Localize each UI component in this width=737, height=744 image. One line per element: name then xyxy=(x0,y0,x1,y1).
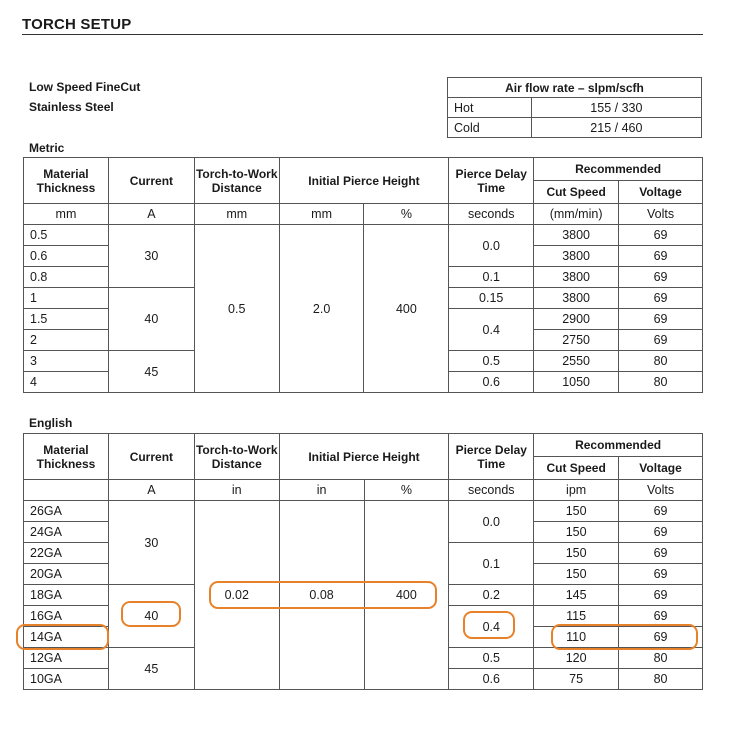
current-cell: 45 xyxy=(108,351,194,393)
thickness-header: Material Thickness xyxy=(24,434,109,480)
thickness-cell: 10GA xyxy=(24,669,109,690)
voltage-cell: 80 xyxy=(619,372,703,393)
voltage-cell: 69 xyxy=(619,585,703,606)
voltage-header: Voltage xyxy=(619,457,703,480)
airflow-header: Air flow rate – slpm/scfh xyxy=(448,78,702,98)
airflow-table xyxy=(447,77,702,138)
pierce-pct-cell: 400 xyxy=(364,225,449,393)
voltage-cell: 69 xyxy=(619,267,703,288)
current-cell: 30 xyxy=(108,501,194,585)
delay-cell: 0.2 xyxy=(449,585,534,606)
thickness-cell: 26GA xyxy=(24,501,109,522)
unit-cell: (mm/min) xyxy=(534,204,619,225)
delay-cell: 0.0 xyxy=(449,501,534,543)
thickness-cell: 2 xyxy=(24,330,109,351)
thickness-cell: 3 xyxy=(24,351,109,372)
material-label: Stainless Steel xyxy=(29,100,114,114)
voltage-cell: 69 xyxy=(619,225,703,246)
current-cell: 40 xyxy=(108,288,194,351)
pierce-height-header: Initial Pierce Height xyxy=(279,434,449,480)
delay-cell: 0.0 xyxy=(449,225,534,267)
distance-header: Torch-to-Work Distance xyxy=(194,434,279,480)
voltage-cell: 69 xyxy=(619,627,703,648)
airflow-hot-label: Hot xyxy=(448,98,532,118)
speed-cell: 120 xyxy=(534,648,619,669)
pierce-height-cell: 2.0 xyxy=(279,225,364,393)
speed-cell: 2550 xyxy=(534,351,619,372)
thickness-header: Material Thickness xyxy=(24,158,109,204)
pierce-height-cell: 0.08 xyxy=(279,501,364,690)
unit-cell: Volts xyxy=(619,480,703,501)
thickness-cell: 1 xyxy=(24,288,109,309)
voltage-cell: 69 xyxy=(619,522,703,543)
airflow-cold-value: 215 / 460 xyxy=(531,118,701,138)
recommended-header: Recommended xyxy=(534,434,703,457)
thickness-cell: 0.5 xyxy=(24,225,109,246)
unit-cell: seconds xyxy=(449,204,534,225)
unit-cell: A xyxy=(108,204,194,225)
thickness-cell: 0.6 xyxy=(24,246,109,267)
speed-cell: 2900 xyxy=(534,309,619,330)
delay-cell: 0.1 xyxy=(449,267,534,288)
speed-cell: 3800 xyxy=(534,267,619,288)
voltage-cell: 69 xyxy=(619,309,703,330)
voltage-cell: 69 xyxy=(619,501,703,522)
pierce-pct-cell: 400 xyxy=(364,501,449,690)
airflow-hot-value: 155 / 330 xyxy=(531,98,701,118)
voltage-header: Voltage xyxy=(619,181,703,204)
distance-cell: 0.5 xyxy=(194,225,279,393)
unit-cell: Volts xyxy=(619,204,703,225)
unit-cell: mm xyxy=(24,204,109,225)
voltage-cell: 69 xyxy=(619,330,703,351)
table-row xyxy=(24,225,703,246)
table-row xyxy=(448,118,702,138)
units-row xyxy=(24,480,703,501)
current-cell: 30 xyxy=(108,225,194,288)
delay-cell: 0.4 xyxy=(449,309,534,351)
current-header: Current xyxy=(108,434,194,480)
speed-cell: 145 xyxy=(534,585,619,606)
speed-cell: 75 xyxy=(534,669,619,690)
voltage-cell: 69 xyxy=(619,606,703,627)
voltage-cell: 80 xyxy=(619,648,703,669)
process-label: Low Speed FineCut xyxy=(29,80,141,94)
airflow-cold-label: Cold xyxy=(448,118,532,138)
voltage-cell: 69 xyxy=(619,543,703,564)
delay-cell: 0.4 xyxy=(449,606,534,648)
unit-cell: % xyxy=(364,204,449,225)
unit-cell: mm xyxy=(279,204,364,225)
title-divider xyxy=(22,34,703,35)
speed-cell: 115 xyxy=(534,606,619,627)
delay-cell: 0.6 xyxy=(449,372,534,393)
cut-speed-header: Cut Speed xyxy=(534,181,619,204)
speed-cell: 150 xyxy=(534,522,619,543)
delay-cell: 0.1 xyxy=(449,543,534,585)
thickness-cell: 16GA xyxy=(24,606,109,627)
unit-cell xyxy=(24,480,109,501)
voltage-cell: 69 xyxy=(619,288,703,309)
page-title: TORCH SETUP xyxy=(22,16,132,33)
unit-cell: in xyxy=(279,480,364,501)
delay-cell: 0.6 xyxy=(449,669,534,690)
unit-cell: % xyxy=(364,480,449,501)
current-header: Current xyxy=(108,158,194,204)
voltage-cell: 69 xyxy=(619,246,703,267)
table-row xyxy=(448,98,702,118)
thickness-cell: 14GA xyxy=(24,627,109,648)
thickness-cell: 20GA xyxy=(24,564,109,585)
delay-cell: 0.5 xyxy=(449,351,534,372)
speed-cell: 110 xyxy=(534,627,619,648)
pierce-delay-header: Pierce Delay Time xyxy=(449,158,534,204)
english-table xyxy=(23,433,703,690)
speed-cell: 150 xyxy=(534,501,619,522)
speed-cell: 3800 xyxy=(534,225,619,246)
speed-cell: 3800 xyxy=(534,288,619,309)
unit-cell: A xyxy=(108,480,194,501)
thickness-cell: 1.5 xyxy=(24,309,109,330)
speed-cell: 2750 xyxy=(534,330,619,351)
distance-header: Torch-to-Work Distance xyxy=(194,158,279,204)
delay-cell: 0.5 xyxy=(449,648,534,669)
voltage-cell: 80 xyxy=(619,669,703,690)
distance-cell: 0.02 xyxy=(194,501,279,690)
thickness-cell: 18GA xyxy=(24,585,109,606)
unit-cell: ipm xyxy=(534,480,619,501)
recommended-header: Recommended xyxy=(534,158,703,181)
cut-speed-header: Cut Speed xyxy=(534,457,619,480)
unit-cell: seconds xyxy=(449,480,534,501)
current-cell: 40 xyxy=(108,585,194,648)
thickness-cell: 22GA xyxy=(24,543,109,564)
thickness-cell: 4 xyxy=(24,372,109,393)
speed-cell: 3800 xyxy=(534,246,619,267)
thickness-cell: 0.8 xyxy=(24,267,109,288)
unit-cell: mm xyxy=(194,204,279,225)
speed-cell: 150 xyxy=(534,564,619,585)
metric-table xyxy=(23,157,703,393)
unit-cell: in xyxy=(194,480,279,501)
voltage-cell: 80 xyxy=(619,351,703,372)
pierce-height-header: Initial Pierce Height xyxy=(279,158,449,204)
thickness-cell: 24GA xyxy=(24,522,109,543)
english-label: English xyxy=(29,416,73,430)
units-row xyxy=(24,204,703,225)
current-cell: 45 xyxy=(108,648,194,690)
speed-cell: 1050 xyxy=(534,372,619,393)
pierce-delay-header: Pierce Delay Time xyxy=(449,434,534,480)
table-row xyxy=(24,501,703,522)
metric-label: Metric xyxy=(29,141,65,155)
voltage-cell: 69 xyxy=(619,564,703,585)
thickness-cell: 12GA xyxy=(24,648,109,669)
delay-cell: 0.15 xyxy=(449,288,534,309)
speed-cell: 150 xyxy=(534,543,619,564)
